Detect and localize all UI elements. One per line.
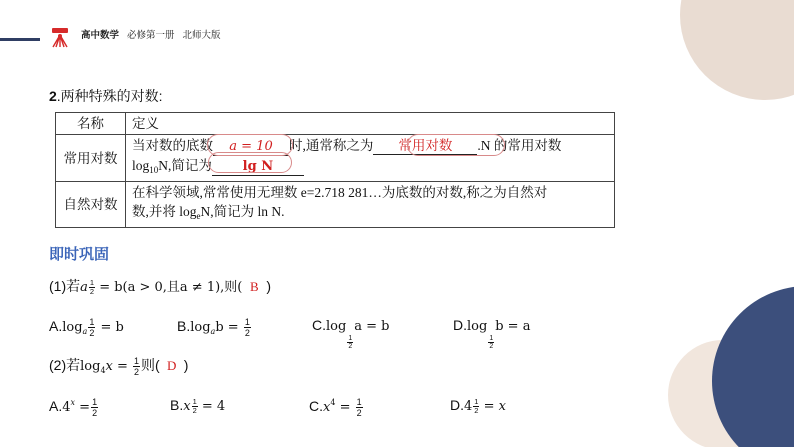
- math-base: 4: [62, 400, 71, 416]
- paren-close: ): [183, 357, 189, 373]
- math-expr: = b: [96, 320, 124, 336]
- row-name-common-log: 常用对数: [56, 135, 126, 182]
- math-base: x: [183, 399, 191, 414]
- publisher-logo-icon: [49, 27, 71, 49]
- question-2-answer: D: [167, 358, 177, 373]
- header-book: 必修第一册: [127, 30, 175, 41]
- math-expr: =: [335, 400, 355, 416]
- frac-den: 2: [192, 406, 197, 415]
- option-2d[interactable]: [450, 397, 506, 415]
- header-publisher: 北师大版: [182, 30, 221, 41]
- table-row-natural-log: [56, 182, 615, 228]
- math-expr: a = b: [354, 319, 390, 334]
- answer-blank-notation: lg N: [212, 158, 304, 176]
- frac-den: 2: [134, 366, 140, 377]
- frac-den: 2: [89, 328, 95, 338]
- question-1-answer: B: [250, 279, 259, 294]
- option-label: D.: [453, 317, 467, 333]
- option-2c[interactable]: [309, 397, 364, 418]
- option-1c[interactable]: [312, 317, 389, 350]
- def-text: 在科学领域,常常使用无理数 e=2.718 281…为底数的对数,称之为自然对: [132, 185, 548, 200]
- exponent: 4: [330, 398, 336, 408]
- frac-den: 2: [474, 406, 479, 415]
- frac-num: 1: [348, 335, 353, 342]
- frac-num: 1: [474, 397, 479, 406]
- question-2: [49, 355, 188, 377]
- frac-num: 1: [134, 355, 140, 366]
- option-label: C.: [312, 317, 326, 333]
- frac-num: 1: [356, 397, 362, 407]
- math-expr: b =: [215, 320, 243, 336]
- section-number: 2: [49, 88, 57, 104]
- table-row-common-log: [56, 135, 615, 182]
- frac-num: 1: [92, 397, 98, 407]
- answer-blank-name: 常用对数: [373, 137, 477, 155]
- table-header-definition: 定义: [126, 113, 615, 135]
- option-1d[interactable]: [453, 317, 530, 350]
- log-base-fraction: [347, 335, 353, 350]
- log-base: e: [196, 211, 201, 221]
- frac-den: 2: [92, 408, 98, 418]
- math-expr: b = a: [495, 319, 531, 334]
- log-base: 10: [149, 165, 159, 175]
- fraction: [244, 317, 251, 338]
- fraction: [91, 397, 98, 418]
- decorative-circle-top-right: [680, 0, 794, 100]
- frac-num: 1: [192, 397, 197, 406]
- math-expr: = x: [479, 399, 506, 414]
- log-text: log: [132, 158, 150, 173]
- frac-den: 2: [489, 343, 494, 350]
- decorative-circle-navy: [712, 286, 794, 447]
- header-subject: 高中数学: [81, 30, 120, 41]
- option-label: D.: [450, 397, 464, 413]
- math-base: x: [323, 400, 331, 416]
- frac-den: 2: [89, 287, 95, 296]
- paren-close: ): [266, 278, 272, 294]
- def-text: .N 的常用对数: [477, 138, 562, 153]
- option-label: A.: [49, 318, 63, 335]
- question-prefix: (1)若: [49, 278, 81, 294]
- option-label: C.: [309, 398, 323, 415]
- frac-num: 1: [89, 278, 95, 287]
- row-def-natural-log: [126, 182, 615, 228]
- option-2a[interactable]: [49, 397, 99, 418]
- option-1a[interactable]: [49, 317, 124, 338]
- section-title-text: .两种特殊的对数:: [56, 88, 163, 104]
- question-condition: = b(a > 0,且a ≠ 1),则(: [95, 280, 243, 295]
- header-accent-line: [0, 38, 40, 41]
- section-title: [49, 86, 163, 106]
- option-2b[interactable]: [170, 397, 225, 415]
- frac-den: 2: [356, 408, 362, 418]
- log-text: log: [62, 320, 83, 336]
- option-label: A.: [49, 398, 63, 415]
- practice-title: 即时巩固: [49, 246, 110, 263]
- frac-num: 1: [89, 317, 95, 327]
- frac-den: 2: [244, 328, 250, 338]
- row-name-natural-log: 自然对数: [56, 182, 126, 228]
- def-text: 数,并将 log: [132, 204, 197, 219]
- log-text: log: [326, 319, 347, 334]
- fraction: [356, 397, 363, 418]
- log-base: 4: [100, 366, 106, 375]
- frac-num: 1: [244, 317, 250, 327]
- math-expr: = 4: [197, 399, 226, 414]
- math-expr: x =: [105, 359, 133, 374]
- table-header-name: 名称: [56, 113, 126, 135]
- def-text: 时,通常称之为: [289, 138, 374, 153]
- question-1: [49, 276, 271, 296]
- frac-num: 1: [489, 335, 494, 342]
- math-base: a: [80, 280, 88, 295]
- table-header-row: [56, 113, 615, 135]
- log-base: a: [82, 327, 88, 337]
- def-text: 当对数的底数: [132, 138, 213, 153]
- answer-blank-base: a = 10: [213, 138, 289, 156]
- math-expr: =: [75, 400, 91, 416]
- exponent: x: [70, 398, 76, 408]
- row-def-common-log: [126, 135, 615, 182]
- fraction: [88, 317, 95, 338]
- option-label: B.: [170, 397, 184, 413]
- header-course-info: [81, 27, 221, 41]
- log-base: a: [210, 327, 216, 337]
- question-condition: 则(: [141, 357, 160, 373]
- definition-table: [55, 112, 615, 228]
- option-label: B.: [177, 318, 191, 335]
- frac-den: 2: [348, 343, 353, 350]
- log-text: log: [467, 319, 488, 334]
- log-text: log: [190, 320, 211, 336]
- answer-highlight-oval: [407, 134, 505, 156]
- math-base: 4: [464, 399, 473, 414]
- fraction: [133, 356, 140, 377]
- option-1b[interactable]: [177, 317, 252, 338]
- def-text: N,简记为: [158, 158, 212, 173]
- answer-highlight-oval: [208, 152, 292, 173]
- question-prefix: (2)若: [49, 357, 81, 373]
- log-base-fraction: [488, 335, 494, 350]
- log-text: log: [80, 359, 101, 374]
- def-text: N,简记为 ln N.: [200, 204, 285, 219]
